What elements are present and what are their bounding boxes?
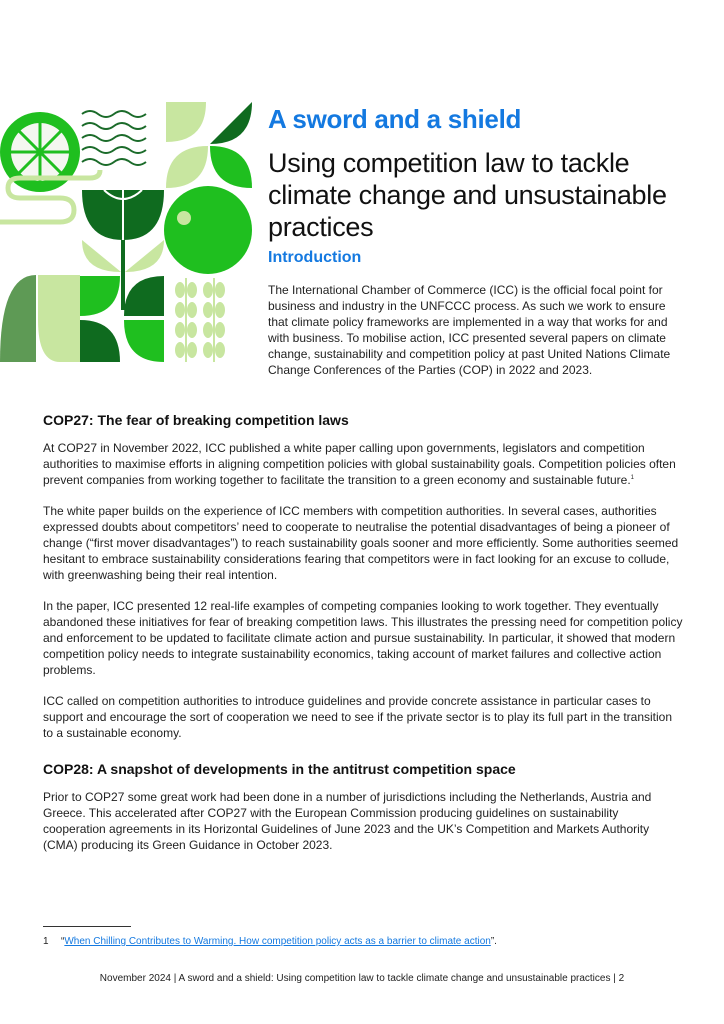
introduction-heading: Introduction xyxy=(268,249,362,266)
main-body xyxy=(43,412,683,868)
light-arch-shape-icon xyxy=(38,275,80,362)
cop27-paragraph-2: The white paper builds on the experience of ICC members with competition authorities. In several cases, authorities expressed doubts about competitors’ need to cooperate to neutralise the potential disadvantages of being a pioneer of change (“first mover disadvantages”) to reach sustainability goals sooner and more efficiently. Some authorities seemed hesitant to embrace sustainability considerations fearing that competitors were in fact looking for an excuse to collude, with greenwashing being their real intention. xyxy=(43,504,679,582)
light-leaf-icon xyxy=(166,102,206,142)
green-sphere-icon xyxy=(164,186,252,274)
cop27-paragraph-1-text: At COP27 in November 2022, ICC published a white paper calling upon governments, legislators and competition authorities to maximise efforts in aligning competition policies with global sustainability goals. Competition policies often prevent companies from working together to facilitate the transition to a green economy and sustainable future. xyxy=(43,441,676,487)
footnote-open-quote: “ xyxy=(61,936,65,947)
footnote-link[interactable]: When Chilling Contributes to Warming. How competition policy acts as a barrier to climate action xyxy=(64,936,491,947)
decorative-botanical-illustration xyxy=(0,100,255,365)
cop27-section-heading: COP27: The fear of breaking competition laws xyxy=(43,412,349,428)
wheat-sprig-icon xyxy=(175,278,225,362)
introduction-paragraph: The International Chamber of Commerce (ICC) is the official focal point for business and industry in the UNFCCC process. As such we work to ensure that climate policy frameworks are implemented in a way that works for and with business. To mobilise action, ICC presented several papers on climate change, sustainability and competition policy at past United Nations Climate Change Conferences of the Parties (COP) in 2022 and 2023. xyxy=(268,283,671,377)
cop27-paragraph-4: ICC called on competition authorities to introduce guidelines and provide concrete assistance in particular cases to support and encourage the sort of cooperation we need to see if the private sector is to play its full part in the transition to a sustainable economy. xyxy=(43,694,673,740)
bright-leaf-icon xyxy=(210,146,252,188)
cop27-paragraph-3: In the paper, ICC presented 12 real-life examples of competing companies looking to work together. They eventually abandoned these initiatives for fear of breaking competition laws. This illustrates the pressing need for competition policy and enforcement to be updated to facilitate climate action and pursue sustainability. In particular, it showed that modern competition policy needs to integrate sustainability economics, taking account of market failures and collective action problems. xyxy=(43,599,683,677)
half-circle-shape-icon xyxy=(0,275,36,362)
page-title: A sword and a shield xyxy=(268,104,522,134)
cop27-paragraph-1 xyxy=(43,440,683,488)
page-subtitle: Using competition law to tackle climate change and unsustainable practices xyxy=(268,148,667,242)
footnote-reference[interactable]: 1 xyxy=(630,475,635,481)
page-footer: November 2024 | A sword and a shield: Using competition law to tackle climate change and unsustainable practices | 2 xyxy=(99,973,625,984)
footnote xyxy=(43,936,497,947)
footnote-close-quote: ”. xyxy=(490,936,497,947)
footnote-number: 1 xyxy=(43,936,49,947)
light-leaf-icon xyxy=(166,146,208,188)
wave-lines-icon xyxy=(82,111,146,165)
cop28-section-heading: COP28: A snapshot of developments in the antitrust competition space xyxy=(43,761,516,777)
dark-leaf-icon xyxy=(210,102,252,144)
footnote-divider xyxy=(43,926,131,927)
cop28-paragraph-1: Prior to COP27 some great work had been done in a number of jurisdictions including the Netherlands, Austria and Greece. This accelerated after COP27 with the European Commission producing guidelines on sustainability cooperation agreements in its Horizontal Guidelines of June 2023 and the UK’s Competition and Markets Authority (CMA) producing its Green Guidance in October 2023. xyxy=(43,790,652,852)
